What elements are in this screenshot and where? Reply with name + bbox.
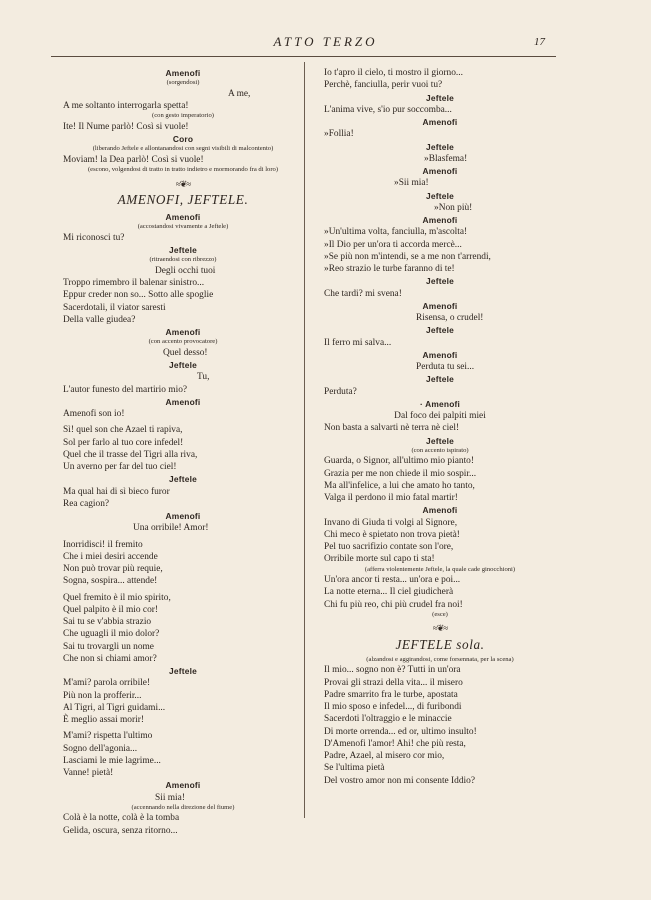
speaker-name: Jeftele <box>169 360 197 370</box>
verse-line: Perchè, fanciulla, perir vuoi tu? <box>324 80 443 91</box>
speaker-name: Jeftele <box>426 276 454 287</box>
verse-line: Provai gli strazi della vita... il misero <box>324 677 463 688</box>
verse-line: Sogna, sospira... attende! <box>63 576 158 587</box>
verse-line: Al Tigri, al Tigri guidami... <box>63 702 166 713</box>
verse-line: Sai tu se v'abbia strazio <box>63 617 152 627</box>
verse-line: Amenofi son io! <box>63 409 125 419</box>
verse-line: Sacerdotali, il viator saresti <box>63 302 166 313</box>
speaker-name: Jeftele <box>169 245 197 255</box>
verse-line: Perduta? <box>324 386 357 397</box>
speaker-name: · Amenofi <box>419 398 461 409</box>
speaker-name: Jeftele <box>426 325 454 336</box>
speaker-name: Jeftele <box>426 141 454 152</box>
verse-line: Colà è la notte, colà è la tomba <box>63 813 180 824</box>
verse-line: Sogno dell'agonia... <box>63 743 138 754</box>
speaker-name: Jeftele <box>169 474 197 485</box>
verse-line: È meglio assai morir! <box>63 715 144 725</box>
verse-line: Una orribile! Amor! <box>133 523 209 534</box>
verse-line: Un averno per far del tuo ciel! <box>63 462 177 472</box>
verse-line: Eppur creder non so... Sotto alle spoglie <box>63 290 214 301</box>
verse-line: A me soltanto interrogarla spetta! <box>63 101 189 111</box>
verse-line: Lasciami le mie lagrime... <box>63 755 161 766</box>
speaker-name: Amenofi <box>422 117 458 127</box>
verse-line: L'autor funesto del martirio mio? <box>63 384 188 395</box>
verse-line: Quel che il trasse del Tigri alla riva, <box>63 449 198 460</box>
verse-line: Quel palpito è il mio cor! <box>63 604 159 615</box>
speaker-name: Jeftele <box>426 435 454 446</box>
ornament-icon: ≈❦≈ <box>432 623 448 634</box>
verse-line: Ma qual hai di sì bieco furor <box>63 486 170 497</box>
verse-line: Orribile morte sul capo ti sta! <box>324 554 435 565</box>
speaker-name: Amenofi <box>165 780 201 791</box>
verse-line: Rea cagion? <box>63 498 110 509</box>
verse-line: Gelida, oscura, senza ritorno... <box>63 825 178 836</box>
verse-line: Troppo rimembro il balenar sinistro... <box>63 278 205 288</box>
verse-line: Risensa, o crudel! <box>416 313 484 323</box>
verse-line: Più non la profferir... <box>63 690 142 701</box>
verse-line: Sacerdoti l'oltraggio e le minaccie <box>324 714 452 725</box>
verse-line: Valga il perdono il mio fatal martir! <box>324 493 458 503</box>
stage-direction: (afferra violentemente Jeftele, la quale cade ginocchioni) <box>364 565 516 573</box>
verse-line: Ma all'infelice, a lui che amato ho tanto, <box>324 480 475 491</box>
verse-line: Del vostro amor non mi consente Iddio? <box>324 775 476 786</box>
verse-line: Io t'apro il cielo, ti mostro il giorno... <box>324 68 463 78</box>
verse-line: Mi riconosci tu? <box>63 232 125 243</box>
stage-direction: (con accento ispirato) <box>411 446 469 454</box>
verse-line: Un'ora ancor ti resta... un'ora e poi... <box>324 575 461 585</box>
verse-line: Che non si chiami amor? <box>63 653 157 664</box>
verse-line: Padre, Azael, al misero cor mio, <box>324 751 445 761</box>
verse-line: »Reo strazio le turbe faranno di te! <box>324 264 455 274</box>
verse-line: Il mio sposo e infedel..., di furibondi <box>324 702 462 712</box>
stage-direction: (ritraendosi con ribrezzo) <box>149 256 217 264</box>
verse-line: »Follia! <box>324 129 354 140</box>
verse-line: M'ami? parola orribile! <box>63 678 151 689</box>
ornament-icon: ≈❦≈ <box>175 178 191 189</box>
header-rule <box>51 56 556 57</box>
verse-line: Perduta tu sei... <box>416 362 475 372</box>
verse-line: Sì! quel son che Azael ti rapiva, <box>63 425 183 436</box>
verse-line: Sol per farlo al tuo core infedel! <box>63 437 184 448</box>
verse-line: Se l'ultima pietà <box>324 763 385 774</box>
verse-line: Di morte orrenda... ed or, ultimo insulto! <box>324 726 477 737</box>
speaker-name: Jeftele <box>169 666 197 676</box>
stage-direction: (accostandosi vivamente a Jeftele) <box>137 223 229 231</box>
right-column <box>324 67 556 787</box>
verse-line: Della valle giudea? <box>63 314 136 325</box>
speaker-name: Amenofi <box>165 68 201 78</box>
verse-line: »Il Dio per un'ora ti accorda mercè... <box>324 239 462 250</box>
stage-direction: (escono, volgendosi di tratto in tratto indietro e mormorando fra di loro) <box>87 166 279 173</box>
speaker-name: Amenofi <box>422 300 458 311</box>
verse-line: »Un'ultima volta, fanciulla, m'ascolta! <box>324 227 468 238</box>
verse-line: L'anima vive, s'io pur soccomba... <box>324 104 452 115</box>
verse-line: »Blasfema! <box>424 153 468 164</box>
speaker-name: Amenofi <box>165 511 201 521</box>
verse-line: Il ferro mi salva... <box>324 337 392 348</box>
speaker-name: Jeftele <box>426 92 454 103</box>
verse-line: Sai tu trovargli un nome <box>63 641 154 652</box>
verse-line: »Non più! <box>434 202 473 213</box>
speaker-name: Amenofi <box>165 212 201 222</box>
verse-line: »Sii mia! <box>394 178 429 189</box>
verse-line: Dal foco dei palpiti miei <box>394 411 486 421</box>
verse-line: Chi meco è spietato non trova pietà! <box>324 529 460 540</box>
verse-line: Vanne! pietà! <box>63 768 114 778</box>
verse-line: Pel tuo sacrifizio contate son l'ore, <box>324 542 454 552</box>
stage-direction: (accennando nella direzione del fiume) <box>131 803 235 811</box>
verse-line: Quel fremito è il mio spirito, <box>63 592 171 603</box>
verse-line: Chi fu più reo, chi più crudel fra noi! <box>324 599 463 610</box>
verse-line: Invano di Giuda ti volgi al Signore, <box>324 517 458 528</box>
speaker-name: Amenofi <box>422 349 458 360</box>
stage-direction: (con gesto imperatorio) <box>152 112 214 120</box>
verse-line: Guarda, o Signor, all'ultimo mio pianto! <box>324 456 474 467</box>
verse-line: Ite! Il Nume parlò! Così si vuole! <box>63 121 189 132</box>
verse-line: Tu, <box>197 372 210 383</box>
verse-line: Non basta a salvarti nè terra nè ciel! <box>324 423 460 434</box>
stage-direction: (sorgendosi) <box>166 79 200 87</box>
verse-line: M'ami? rispetta l'ultimo <box>63 731 153 742</box>
speaker-name: Jeftele <box>426 190 454 201</box>
column-divider <box>304 62 305 818</box>
verse-line: A me, <box>228 88 251 99</box>
verse-line: Grazia per me non chiede il mio sospir... <box>324 468 477 479</box>
stage-direction: (liberando Jeftele e allontanandosi con segni visibili di malcontento) <box>92 145 274 153</box>
verse-line: Non può trovar più requie, <box>63 564 163 574</box>
page-number: 17 <box>534 36 545 48</box>
verse-line: Moviam! la Dea parlò! Così si vuole! <box>63 154 204 165</box>
speaker-name: Amenofi <box>422 505 458 516</box>
verse-line: D'Amenofi l'amor! Ahi! che più resta, <box>324 738 466 749</box>
running-header-title: ATTO TERZO <box>273 34 378 49</box>
stage-direction: (esce) <box>432 610 448 618</box>
verse-line: Inorridisci! il fremito <box>63 539 143 550</box>
scene-heading: JEFTELE sola. <box>395 636 485 652</box>
verse-line: Quel desso! <box>163 347 208 358</box>
verse-line: Che uguagli il mio dolor? <box>63 629 160 640</box>
stage-direction: (alzandosi e aggirandosi, come forsennata, per la scena) <box>366 655 514 663</box>
speaker-name: Amenofi <box>165 396 201 407</box>
speaker-name: Jeftele <box>426 374 454 385</box>
speaker-name: Amenofi <box>422 215 458 225</box>
verse-line: Il mio... sogno non è? Tutti in un'ora <box>324 665 461 676</box>
speaker-name: Coro <box>172 134 194 144</box>
verse-line: Che i miei desiri accende <box>63 551 158 562</box>
stage-direction: (con accento provocatore) <box>148 338 218 346</box>
verse-line: Sii mia! <box>155 792 185 803</box>
speaker-name: Amenofi <box>165 327 201 337</box>
scene-heading: AMENOFI, JEFTELE. <box>117 191 249 207</box>
verse-line: »Se più non m'intendi, se a me non t'arrendi, <box>324 251 491 262</box>
verse-line: La notte eterna... Il ciel giudicherà <box>324 587 454 598</box>
verse-line: Degli occhi tuoi <box>155 265 216 276</box>
speaker-name: Amenofi <box>422 166 458 176</box>
left-column <box>63 67 303 837</box>
verse-line: Che tardi? mi svena! <box>324 288 402 299</box>
verse-line: Padre smarrito fra le turbe, apostata <box>324 689 458 700</box>
